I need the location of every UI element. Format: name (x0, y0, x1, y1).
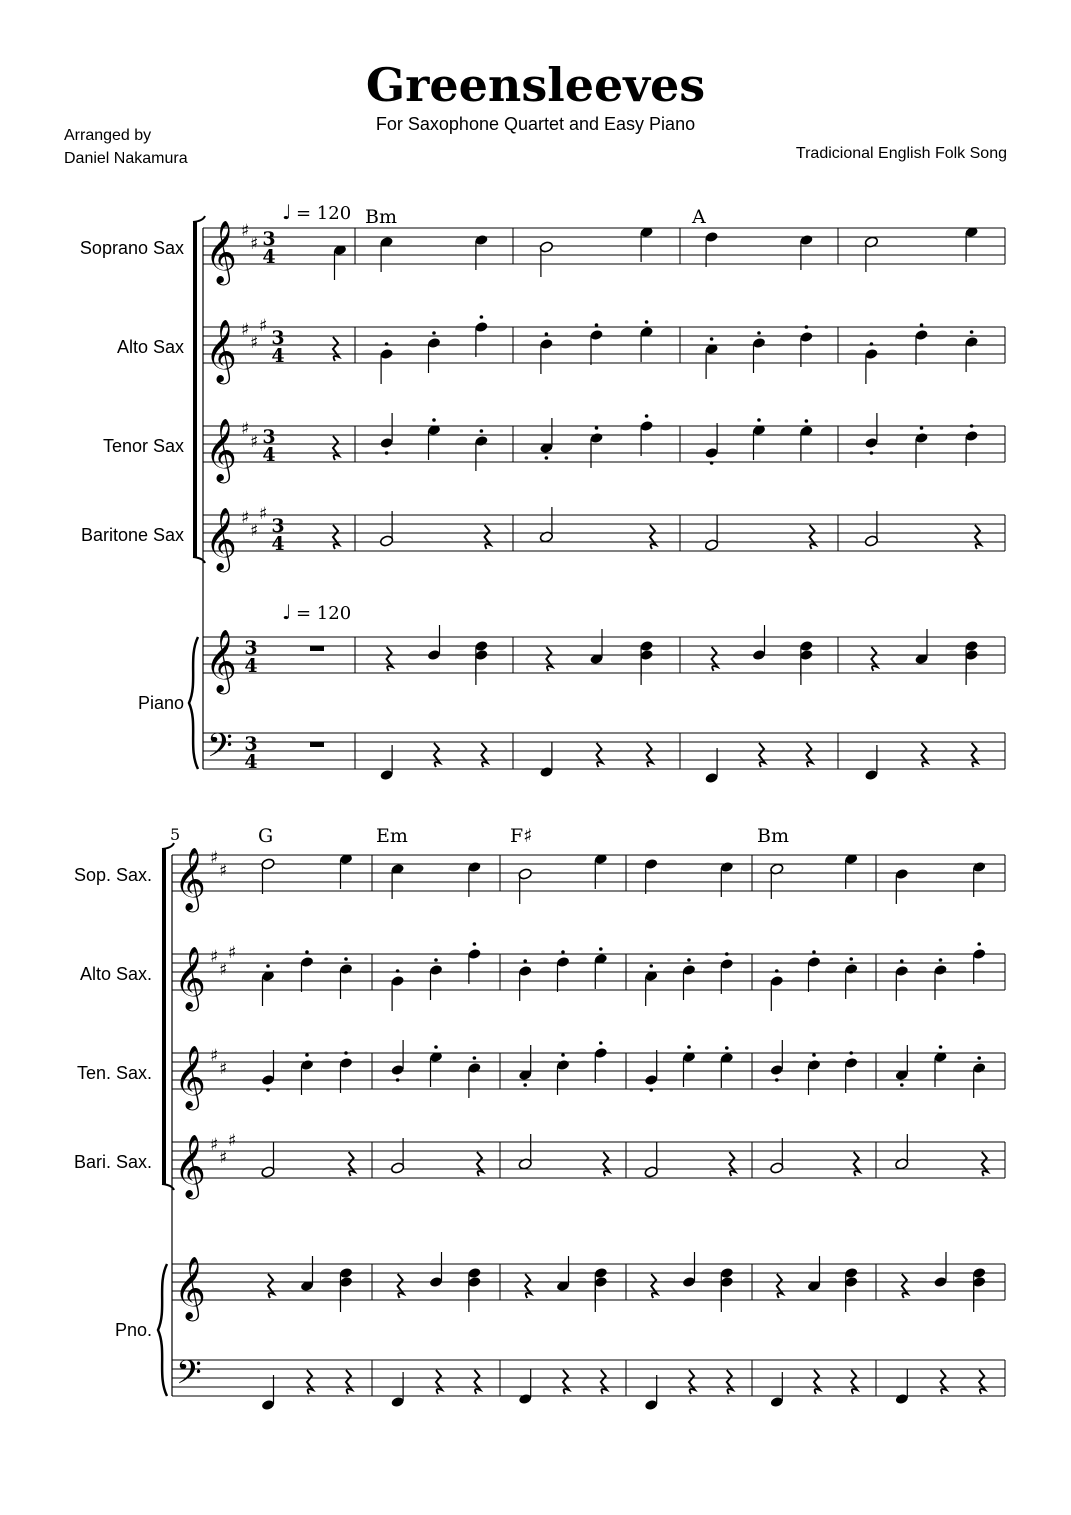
chord-symbol: G (258, 825, 274, 847)
chord-symbol: F♯ (510, 825, 533, 847)
key-sharp-icon: ♯ (241, 221, 250, 241)
key-sharp-icon: ♯ (259, 504, 268, 524)
time-signature-top: 3 (262, 426, 276, 448)
staccato-dot (561, 950, 565, 954)
key-sharp-icon: ♯ (250, 521, 259, 541)
note-layer (261, 226, 988, 1411)
treble-clef-icon: 𝄞 (205, 418, 237, 481)
key-sharp-icon: ♯ (259, 316, 268, 336)
quarter-note-icon: ♩ (282, 600, 292, 624)
staccato-dot (757, 331, 761, 335)
system-1 (80, 200, 1005, 773)
score-title: Greensleeves (365, 58, 706, 112)
staccato-dot (757, 418, 761, 422)
quarter-rest (806, 743, 812, 767)
treble-clef-icon: 𝄞 (205, 507, 237, 570)
staccato-dot (805, 419, 809, 423)
staff-6 (172, 1354, 1005, 1400)
quarter-rest (871, 647, 877, 671)
staccato-dot (977, 942, 981, 946)
staff-1 (74, 847, 1005, 913)
score-subtitle: For Saxophone Quartet and Easy Piano (375, 114, 696, 134)
quarter-rest (810, 525, 816, 549)
bass-clef-icon: 𝄢 (176, 1354, 202, 1400)
quarter-rest (972, 743, 978, 767)
quarter-rest (975, 525, 981, 549)
staccato-dot (870, 451, 874, 455)
staccato-dot (649, 1088, 653, 1092)
key-sharp-icon: ♯ (241, 320, 250, 340)
quarter-rest (979, 1370, 985, 1394)
quarter-rest (563, 1370, 569, 1394)
staccato-dot (710, 337, 714, 341)
quarter-rest (689, 1370, 695, 1394)
staccato-dot (434, 1045, 438, 1049)
time-signature-bottom: 4 (271, 345, 285, 367)
key-sharp-icon: ♯ (250, 432, 259, 452)
key-sharp-icon: ♯ (228, 943, 237, 963)
quarter-rest (777, 1274, 783, 1298)
staccato-dot (775, 969, 779, 973)
staccato-dot (977, 1056, 981, 1060)
staccato-dot (920, 323, 924, 327)
quarter-rest (546, 647, 552, 671)
treble-clef-icon: 𝄞 (174, 1045, 206, 1108)
key-sharp-icon: ♯ (241, 419, 250, 439)
treble-clef-icon: 𝄞 (174, 946, 206, 1009)
key-sharp-icon: ♯ (241, 508, 250, 528)
staff-2 (80, 943, 1005, 1012)
staccato-dot (687, 958, 691, 962)
treble-clef-icon: 𝄞 (205, 629, 237, 692)
staccato-dot (266, 1088, 270, 1092)
quarter-rest (729, 1152, 735, 1176)
quarter-rest (474, 1370, 480, 1394)
part-label: Tenor Sax (102, 436, 184, 456)
chord-symbol: Bm (365, 206, 397, 228)
staccato-dot (849, 957, 853, 961)
staccato-dot (480, 315, 484, 319)
quarter-rest (436, 1370, 442, 1394)
piano-brace (158, 1264, 167, 1396)
staccato-dot (870, 342, 874, 346)
piano-brace (189, 637, 198, 769)
sax-bracket (193, 222, 197, 557)
treble-clef-icon: 𝄞 (205, 319, 237, 382)
quarter-rest (398, 1274, 404, 1298)
treble-clef-icon: 𝄞 (174, 847, 206, 910)
staccato-dot (775, 1078, 779, 1082)
key-sharp-icon: ♯ (219, 1148, 228, 1168)
staccato-dot (920, 426, 924, 430)
key-sharp-icon: ♯ (210, 848, 219, 868)
system-2 (74, 825, 1005, 1400)
quarter-rest (525, 1274, 531, 1298)
time-signature-bottom: 4 (262, 444, 276, 466)
time-signature-bottom: 4 (244, 655, 258, 677)
quarter-rest (481, 743, 487, 767)
staccato-dot (344, 1051, 348, 1055)
part-label: Bari. Sax. (73, 1152, 152, 1172)
part-label: Piano (137, 693, 184, 713)
part-label: Pno. (114, 1320, 152, 1340)
staccato-dot (396, 1078, 400, 1082)
key-sharp-icon: ♯ (219, 1059, 228, 1079)
key-sharp-icon: ♯ (250, 234, 259, 254)
staccato-dot (305, 1053, 309, 1057)
staccato-dot (725, 952, 729, 956)
chord-symbol: Bm (757, 825, 789, 847)
staff-5 (138, 629, 1005, 713)
staccato-dot (649, 964, 653, 968)
staccato-dot (900, 959, 904, 963)
quarter-rest (268, 1274, 274, 1298)
staccato-dot (545, 456, 549, 460)
time-signature-bottom: 4 (271, 533, 285, 555)
quarter-rest (307, 1370, 313, 1394)
key-sharp-icon: ♯ (250, 333, 259, 353)
part-label: Sop. Sax. (73, 865, 152, 885)
staccato-dot (432, 418, 436, 422)
quarter-rest (387, 647, 393, 671)
staccato-dot (710, 461, 714, 465)
time-signature-top: 3 (262, 228, 276, 250)
quarter-rest (851, 1370, 857, 1394)
staccato-dot (595, 426, 599, 430)
quarter-rest (333, 337, 339, 361)
staccato-dot (432, 331, 436, 335)
arranger-line-1: Arranged by (64, 127, 152, 144)
staff-6 (203, 727, 1005, 773)
chord-symbol: A (692, 206, 706, 228)
quarter-rest (603, 1152, 609, 1176)
staccato-dot (473, 1056, 477, 1060)
time-signature-top: 3 (271, 327, 285, 349)
quarter-rest (922, 743, 928, 767)
time-signature-bottom: 4 (262, 246, 276, 268)
staccato-dot (645, 320, 649, 324)
staccato-dot (970, 330, 974, 334)
composer-credit: Tradicional English Folk Song (795, 145, 1007, 162)
key-sharp-icon: ♯ (210, 947, 219, 967)
tempo-marking: = 120 (296, 203, 352, 224)
quarter-rest (485, 525, 491, 549)
quarter-rest (712, 647, 718, 671)
whole-rest (310, 646, 324, 651)
treble-clef-icon: 𝄞 (205, 220, 237, 283)
staccato-dot (595, 323, 599, 327)
part-label: Ten. Sax. (76, 1063, 152, 1083)
quarter-rest (647, 743, 653, 767)
quarter-rest (333, 436, 339, 460)
bass-clef-icon: 𝄢 (207, 727, 233, 773)
quarter-rest (597, 743, 603, 767)
staccato-dot (599, 947, 603, 951)
staccato-dot (939, 1045, 943, 1049)
staff-3 (103, 418, 1005, 484)
bracket-top-hook (193, 216, 205, 222)
quarter-rest (651, 1274, 657, 1298)
staccato-dot (645, 414, 649, 418)
quarter-rest (349, 1152, 355, 1176)
quarter-rest (477, 1152, 483, 1176)
key-sharp-icon: ♯ (210, 1135, 219, 1155)
staccato-dot (849, 1051, 853, 1055)
staccato-dot (396, 969, 400, 973)
staff-4 (74, 1131, 1005, 1200)
staccato-dot (266, 964, 270, 968)
quarter-rest (434, 743, 440, 767)
staccato-dot (599, 1041, 603, 1045)
staccato-dot (687, 1045, 691, 1049)
time-signature-top: 3 (244, 733, 258, 755)
staccato-dot (805, 325, 809, 329)
key-sharp-icon: ♯ (210, 1046, 219, 1066)
staccato-dot (725, 1046, 729, 1050)
staccato-dot (385, 342, 389, 346)
staccato-dot (523, 1083, 527, 1087)
staccato-dot (480, 429, 484, 433)
part-label: Alto Sax. (79, 964, 152, 984)
quarter-rest (727, 1370, 733, 1394)
treble-clef-icon: 𝄞 (174, 1256, 206, 1319)
key-sharp-icon: ♯ (219, 960, 228, 980)
treble-clef-icon: 𝄞 (174, 1134, 206, 1197)
staccato-dot (939, 958, 943, 962)
part-label: Baritone Sax (80, 525, 184, 545)
time-signature-top: 3 (271, 515, 285, 537)
staccato-dot (545, 332, 549, 336)
staccato-dot (473, 942, 477, 946)
part-label: Soprano Sax (79, 238, 184, 258)
quarter-rest (814, 1370, 820, 1394)
staccato-dot (434, 958, 438, 962)
staccato-dot (812, 950, 816, 954)
quarter-rest (902, 1274, 908, 1298)
staccato-dot (344, 957, 348, 961)
staccato-dot (561, 1053, 565, 1057)
quarter-note-icon: ♩ (282, 200, 292, 224)
staccato-dot (523, 959, 527, 963)
quarter-rest (346, 1370, 352, 1394)
time-signature-bottom: 4 (244, 751, 258, 773)
staff-5 (115, 1256, 1005, 1340)
staccato-dot (305, 950, 309, 954)
quarter-rest (601, 1370, 607, 1394)
staccato-dot (970, 424, 974, 428)
staccato-dot (900, 1083, 904, 1087)
quarter-rest (650, 525, 656, 549)
sax-bracket (162, 849, 166, 1184)
quarter-rest (333, 525, 339, 549)
key-sharp-icon: ♯ (219, 861, 228, 881)
tempo-marking: = 120 (296, 603, 352, 624)
time-signature-top: 3 (244, 637, 258, 659)
staccato-dot (812, 1053, 816, 1057)
whole-rest (310, 742, 324, 747)
part-label: Alto Sax (116, 337, 184, 357)
quarter-rest (982, 1152, 988, 1176)
quarter-rest (941, 1370, 947, 1394)
quarter-rest (759, 743, 765, 767)
chord-symbol: Em (376, 825, 408, 847)
staccato-dot (385, 451, 389, 455)
measure-number: 5 (170, 825, 181, 844)
staff-3 (77, 1045, 1005, 1111)
key-sharp-icon: ♯ (228, 1131, 237, 1151)
arranger-line-2: Daniel Nakamura (64, 150, 188, 167)
quarter-rest (854, 1152, 860, 1176)
